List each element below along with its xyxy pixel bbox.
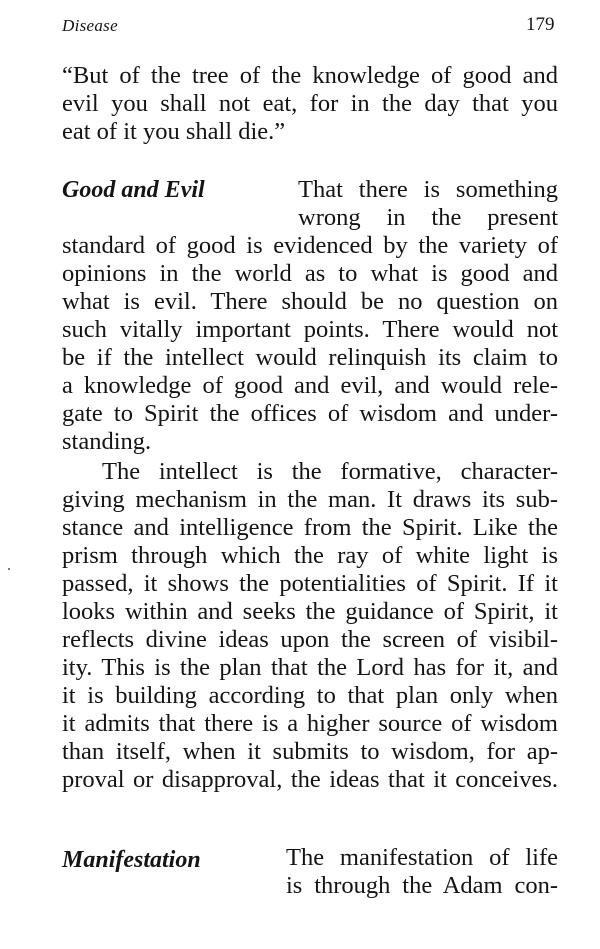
para1-line-2: opinions in the world as to what is good and [62, 260, 558, 287]
para2-line-3: stance and intelligence from the Spirit. Like the [62, 514, 558, 541]
para2-line-2: giving mechanism in the man. It draws its sub- [62, 486, 558, 513]
good-evil-side-line-2: wrong in the present [298, 204, 558, 231]
para2-line-1: The intellect is the formative, character- [102, 458, 558, 485]
section-heading-good-and-evil: Good and Evil [62, 177, 205, 203]
quote-line-1: “But of the tree of the knowledge of good and [62, 62, 558, 89]
para2-line-9: it is building according to that plan only when [62, 682, 558, 709]
para2-line-12: proval or disapproval, the ideas that it conceives. [62, 766, 558, 793]
para2-line-5: passed, it shows the potentialities of Spirit. If it [62, 570, 558, 597]
good-evil-side-line-1: That there is something [298, 176, 558, 203]
section-heading-manifestation: Manifestation [62, 847, 201, 873]
para2-line-8: ity. This is the plan that the Lord has for it, and [62, 654, 558, 681]
para2-line-7: reflects divine ideas upon the screen of visibil- [62, 626, 558, 653]
para1-line-3: what is evil. There should be no question on [62, 288, 558, 315]
running-head-section: Disease [62, 16, 118, 35]
quote-line-2: evil you shall not eat, for in the day that you [62, 90, 558, 117]
para1-line-4: such vitally important points. There would not [62, 316, 558, 343]
para2-line-6: looks within and seeks the guidance of Spirit, it [62, 598, 558, 625]
para2-line-11: than itself, when it submits to wisdom, for ap- [62, 738, 558, 765]
page-number: 179 [526, 14, 555, 35]
para1-line-1: standard of good is evidenced by the variety of [62, 232, 558, 259]
margin-speck [8, 568, 10, 570]
para2-line-4: prism through which the ray of white light is [62, 542, 558, 569]
para1-line-7: gate to Spirit the offices of wisdom and under- [62, 400, 558, 427]
para1-line-8: standing. [62, 428, 152, 455]
para1-line-5: be if the intellect would relinquish its claim to [62, 344, 558, 371]
para2-line-10: it admits that there is a higher source of wisdom [62, 710, 558, 737]
para1-line-6: a knowledge of good and evil, and would rele- [62, 372, 558, 399]
manifestation-side-line-2: is through the Adam con- [286, 872, 558, 899]
quote-line-3: eat of it you shall die.” [62, 118, 286, 145]
manifestation-side-line-1: The manifestation of life [286, 844, 558, 871]
